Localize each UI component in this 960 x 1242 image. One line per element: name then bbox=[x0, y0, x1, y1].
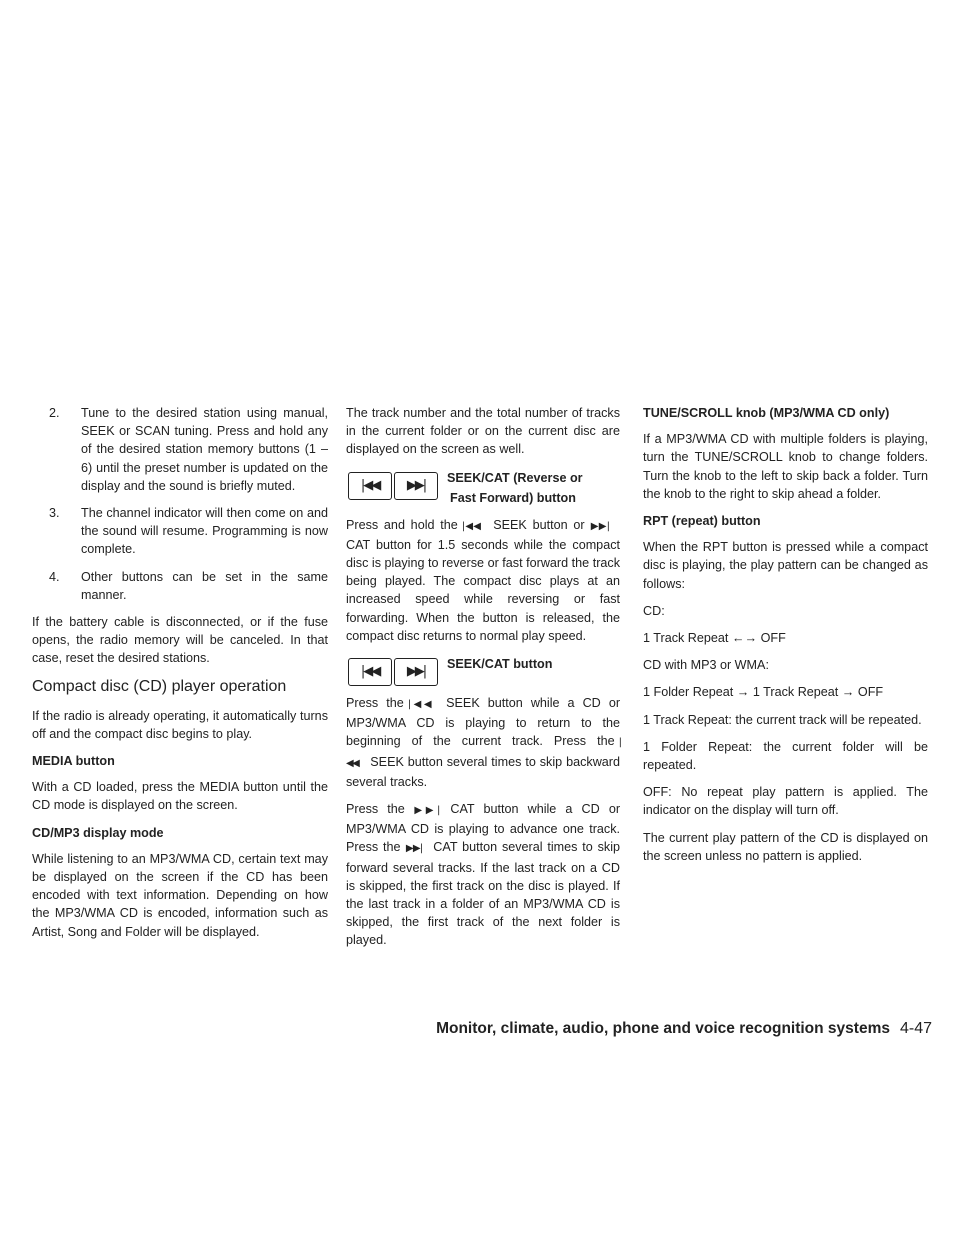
cd-intro: If the radio is already operating, it automatically turns off and the compact disc begins to play. bbox=[32, 708, 328, 741]
media-button-heading: MEDIA button bbox=[32, 754, 115, 769]
skip-forward-icon: ▶▶| bbox=[394, 658, 438, 686]
cd-repeat-cycle: 1 Track Repeat ←→ OFF bbox=[643, 631, 786, 646]
media-button-text: With a CD loaded, press the MEDIA button until the CD mode is displayed on the screen. bbox=[32, 780, 328, 813]
page-number: 4-47 bbox=[899, 1020, 932, 1037]
column-left bbox=[32, 404, 328, 950]
seek-cat-hold-text: Press and hold the |◀◀ SEEK button or ▶▶| CAT button for 1.5 seconds while the compact disc is playing to reverse or fast forward the track being played. The compact disc plays at an increased speed while reversing or fast forwarding. When the button is released, the compact disc returns to normal play speed. bbox=[346, 517, 620, 643]
folder-repeat-text: 1 Folder Repeat: the current folder will be repeated. bbox=[643, 739, 928, 773]
step-list bbox=[32, 404, 328, 604]
cd-label: CD: bbox=[643, 603, 665, 618]
seek-cat-heading: SEEK/CAT (Reverse or Fast Forward) button bbox=[447, 470, 583, 505]
step-item bbox=[32, 404, 328, 495]
skip-back-icon: |◀◀ bbox=[346, 737, 620, 769]
step-text: Tune to the desired station using manual, SEEK or SCAN tuning. Press and hold any of the desired station memory buttons (1 – 6) until the preset number is updated on the display and the sound is briefly muted. bbox=[81, 406, 328, 493]
skip-back-icon: |◀◀ bbox=[348, 658, 392, 686]
key-pair bbox=[348, 658, 438, 686]
step-number: 4. bbox=[49, 569, 60, 584]
battery-note: If the battery cable is disconnected, or if the fuse opens, the radio memory will be canceled. In that case, reset the desired stations. bbox=[32, 615, 328, 666]
tune-scroll-text: If a MP3/WMA CD with multiple folders is playing, turn the TUNE/SCROLL knob to change folders. Turn the knob to the left to skip back a folder. Turn the knob to the right to skip ahead a folder. bbox=[643, 432, 928, 501]
mp3-repeat-cycle: 1 Folder Repeat → 1 Track Repeat → OFF bbox=[643, 685, 884, 700]
step-number: 2. bbox=[49, 406, 60, 420]
seek-cat-button-heading: SEEK/CAT button bbox=[447, 657, 553, 672]
skip-back-icon: |◀◀ bbox=[461, 520, 482, 532]
footer-section-title: Monitor, climate, audio, phone and voice recognition systems bbox=[436, 1020, 890, 1037]
step-text: The channel indicator will then come on and the sound will resume. Programming is now complete. bbox=[81, 506, 328, 557]
track-info-text: The track number and the total number of tracks in the current folder or on the current disc are displayed on the screen as well. bbox=[346, 406, 620, 457]
seek-press-text: Press the |◀◀ SEEK button while a CD or MP3/WMA CD is playing to return to the beginning of the current track. Press the |◀◀ SEEK button several times to skip backward several tracks. bbox=[346, 696, 621, 789]
off-text: OFF: No repeat play pattern is applied. The indicator on the display will turn off. bbox=[643, 785, 928, 818]
display-mode-text: While listening to an MP3/WMA CD, certain text may be displayed on the screen if the CD has been encoded with text information. Depending on how the MP3/WMA CD is encoded, information such as Artist, Song and Folder will be displayed. bbox=[32, 851, 328, 939]
key-pair bbox=[348, 472, 438, 500]
display-mode-heading: CD/MP3 display mode bbox=[32, 825, 164, 840]
step-item bbox=[32, 504, 328, 559]
rpt-button-text: When the RPT button is pressed while a compact disc is playing, the play pattern can be changed as follows: bbox=[643, 540, 928, 591]
cat-press-text: Press the ▶▶| CAT button while a CD or MP3/WMA CD is playing to advance one track. Press the ▶▶| CAT button several times to skip forward several tracks. If the last track on a CD is skipped, the first track on the disc is played. If the last track in a folder of an MP3/WMA CD is skipped, the first track of the next folder is played. bbox=[346, 802, 621, 948]
track-repeat-text: 1 Track Repeat: the current track will be repeated. bbox=[643, 712, 922, 727]
page-footer bbox=[412, 1020, 932, 1038]
skip-forward-icon: ▶▶| bbox=[404, 843, 422, 855]
skip-forward-icon: ▶▶| bbox=[588, 520, 609, 532]
seek-cat-key-illustration bbox=[346, 468, 620, 508]
seek-cat-key-illustration bbox=[346, 654, 620, 686]
tune-scroll-heading: TUNE/SCROLL knob (MP3/WMA CD only) bbox=[643, 406, 890, 420]
column-middle bbox=[346, 404, 620, 959]
step-item bbox=[32, 568, 328, 604]
skip-back-icon: |◀◀ bbox=[348, 472, 392, 500]
rpt-button-heading: RPT (repeat) button bbox=[643, 514, 761, 529]
step-number: 3. bbox=[49, 506, 60, 521]
section-title: Compact disc (CD) player operation bbox=[32, 677, 287, 695]
skip-forward-icon: ▶▶| bbox=[408, 805, 439, 817]
column-right bbox=[643, 404, 928, 874]
mp3-label: CD with MP3 or WMA: bbox=[643, 658, 769, 673]
current-pattern-text: The current play pattern of the CD is displayed on the screen unless no pattern is applied. bbox=[643, 830, 928, 863]
skip-forward-icon: ▶▶| bbox=[394, 472, 438, 500]
step-text: Other buttons can be set in the same manner. bbox=[81, 569, 328, 602]
skip-back-icon: |◀◀ bbox=[407, 699, 435, 711]
